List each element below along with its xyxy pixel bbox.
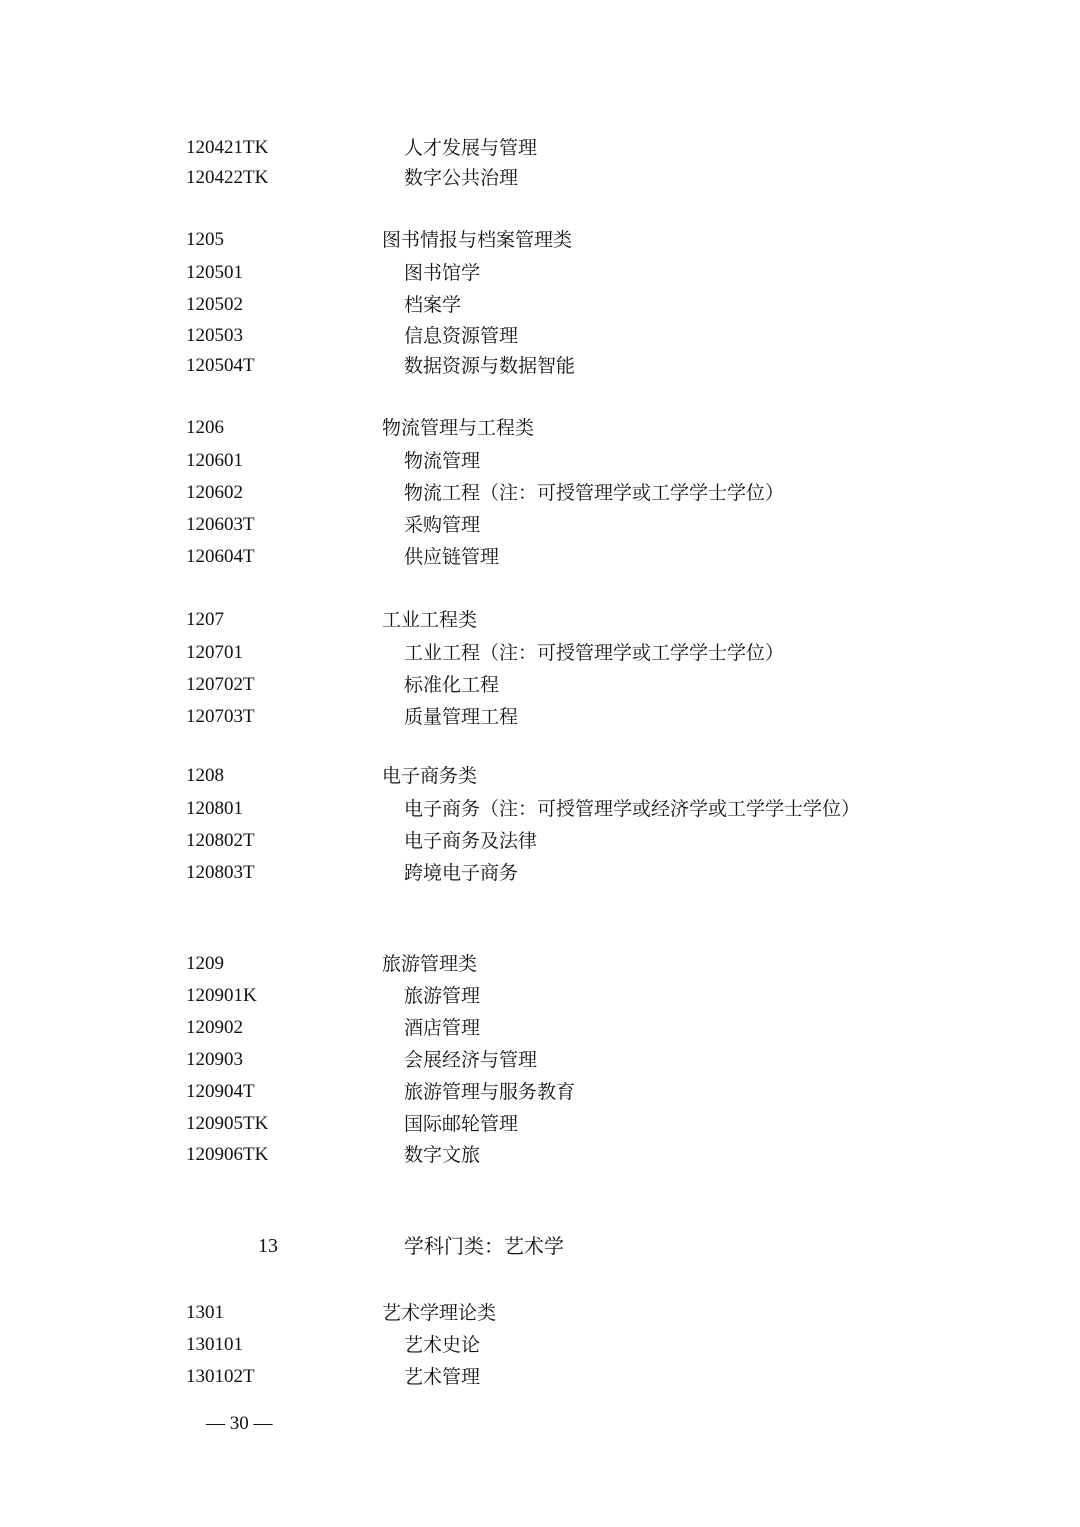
major-name: 工业工程（注：可授管理学或工学学士学位） <box>404 642 785 664</box>
major-row <box>0 702 1080 732</box>
major-code: 120601 <box>186 450 243 471</box>
major-name: 人才发展与管理 <box>404 137 538 159</box>
category-code: 1205 <box>186 229 224 250</box>
major-row <box>0 1013 1080 1043</box>
major-code: 120904T <box>186 1081 255 1102</box>
major-row <box>0 542 1080 572</box>
major-row <box>0 351 1080 381</box>
major-code: 120702T <box>186 674 255 695</box>
major-name: 旅游管理与服务教育 <box>404 1081 576 1103</box>
major-code: 120504T <box>186 355 255 376</box>
category-code: 1301 <box>186 1302 224 1323</box>
major-code: 120905TK <box>186 1113 269 1134</box>
category-code: 1206 <box>186 417 224 438</box>
major-code: 120902 <box>186 1017 243 1038</box>
major-row <box>0 258 1080 288</box>
major-code: 120802T <box>186 830 255 851</box>
major-code: 120903 <box>186 1049 243 1070</box>
major-row <box>0 826 1080 856</box>
discipline-title: 学科门类：艺术学 <box>404 1234 564 1258</box>
discipline-number: 13 <box>258 1235 278 1257</box>
major-code: 120604T <box>186 546 255 567</box>
major-row <box>0 981 1080 1011</box>
major-row <box>0 794 1080 824</box>
major-row <box>0 1330 1080 1360</box>
category-name: 旅游管理类 <box>382 953 478 975</box>
major-name: 供应链管理 <box>404 546 500 568</box>
major-code: 120703T <box>186 706 255 727</box>
discipline-heading <box>0 1230 1080 1262</box>
major-code: 120502 <box>186 294 243 315</box>
major-row <box>0 1362 1080 1392</box>
major-name: 旅游管理 <box>404 985 481 1007</box>
category-row <box>0 225 1080 255</box>
category-name: 艺术学理论类 <box>382 1302 497 1324</box>
major-code: 120701 <box>186 642 243 663</box>
major-row <box>0 321 1080 351</box>
major-name: 酒店管理 <box>404 1017 481 1039</box>
category-name: 电子商务类 <box>382 765 478 787</box>
major-code: 130101 <box>186 1334 243 1355</box>
major-name: 物流工程（注：可授管理学或工学学士学位） <box>404 482 785 504</box>
major-name: 物流管理 <box>404 450 481 472</box>
major-row <box>0 510 1080 540</box>
major-row <box>0 1140 1080 1170</box>
major-name: 数据资源与数据智能 <box>404 355 576 377</box>
major-code: 120901K <box>186 985 257 1006</box>
major-row <box>0 133 1080 163</box>
major-name: 数字公共治理 <box>404 167 519 189</box>
major-name: 信息资源管理 <box>404 325 519 347</box>
major-name: 会展经济与管理 <box>404 1049 538 1071</box>
major-code: 120803T <box>186 862 255 883</box>
category-row <box>0 1298 1080 1328</box>
major-name: 图书馆学 <box>404 262 481 284</box>
major-name: 数字文旅 <box>404 1144 481 1166</box>
major-name: 国际邮轮管理 <box>404 1113 519 1135</box>
category-row <box>0 949 1080 979</box>
major-code: 120421TK <box>186 137 269 158</box>
major-row <box>0 638 1080 668</box>
major-name: 采购管理 <box>404 514 481 536</box>
page-number: — 30 — <box>206 1413 273 1434</box>
category-name: 图书情报与档案管理类 <box>382 229 573 251</box>
major-code: 120801 <box>186 798 243 819</box>
category-row <box>0 761 1080 791</box>
major-code: 120501 <box>186 262 243 283</box>
major-row <box>0 858 1080 888</box>
major-row <box>0 1045 1080 1075</box>
major-row <box>0 446 1080 476</box>
major-code: 130102T <box>186 1366 255 1387</box>
category-code: 1209 <box>186 953 224 974</box>
category-row <box>0 413 1080 443</box>
major-row <box>0 163 1080 193</box>
major-row <box>0 478 1080 508</box>
category-name: 工业工程类 <box>382 609 478 631</box>
category-row <box>0 605 1080 635</box>
category-name: 物流管理与工程类 <box>382 417 535 439</box>
major-code: 120503 <box>186 325 243 346</box>
category-code: 1208 <box>186 765 224 786</box>
major-code: 120422TK <box>186 167 269 188</box>
major-name: 艺术史论 <box>404 1334 481 1356</box>
major-name: 质量管理工程 <box>404 706 519 728</box>
major-name: 电子商务及法律 <box>404 830 538 852</box>
major-code: 120603T <box>186 514 255 535</box>
major-row <box>0 670 1080 700</box>
major-name: 跨境电子商务 <box>404 862 519 884</box>
major-name: 档案学 <box>404 294 462 316</box>
major-row <box>0 290 1080 320</box>
major-code: 120906TK <box>186 1144 269 1165</box>
category-code: 1207 <box>186 609 224 630</box>
major-code: 120602 <box>186 482 243 503</box>
major-name: 艺术管理 <box>404 1366 481 1388</box>
major-name: 电子商务（注：可授管理学或经济学或工学学士学位） <box>404 798 861 820</box>
major-row <box>0 1109 1080 1139</box>
major-name: 标准化工程 <box>404 674 500 696</box>
major-row <box>0 1077 1080 1107</box>
